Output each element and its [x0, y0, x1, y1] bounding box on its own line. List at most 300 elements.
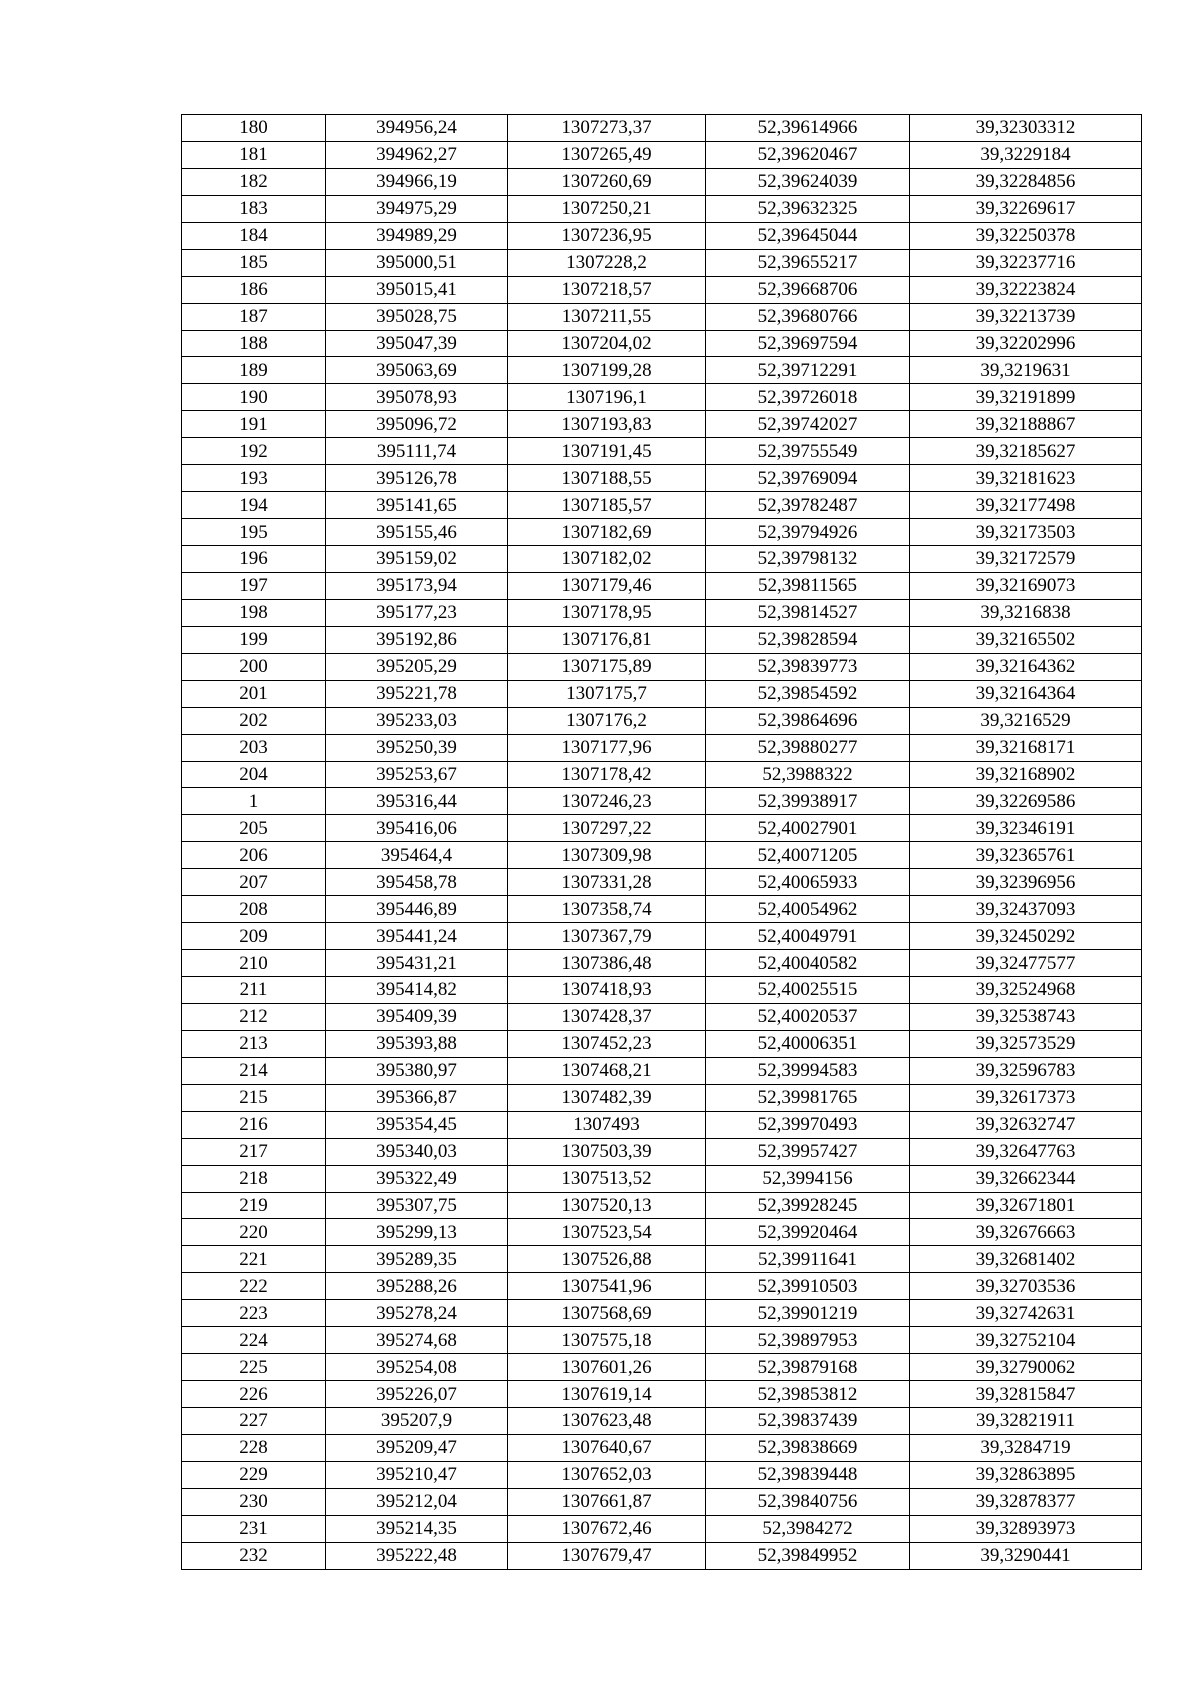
- latitude-cell: 52,39798132: [706, 546, 910, 573]
- y-coordinate-cell: 1307265,49: [508, 141, 706, 168]
- longitude-cell: 39,32284856: [910, 168, 1142, 195]
- y-coordinate-cell: 1307679,47: [508, 1542, 706, 1569]
- longitude-cell: 39,32821911: [910, 1408, 1142, 1435]
- y-coordinate-cell: 1307418,93: [508, 977, 706, 1004]
- latitude-cell: 52,39849952: [706, 1542, 910, 1569]
- longitude-cell: 39,32269586: [910, 788, 1142, 815]
- point-number-cell: 190: [182, 384, 326, 411]
- point-number-cell: 198: [182, 599, 326, 626]
- latitude-cell: 52,39811565: [706, 572, 910, 599]
- longitude-cell: 39,32681402: [910, 1246, 1142, 1273]
- latitude-cell: 52,40006351: [706, 1030, 910, 1057]
- y-coordinate-cell: 1307191,45: [508, 438, 706, 465]
- table-row: [182, 1354, 1142, 1381]
- x-coordinate-cell: 395159,02: [326, 546, 508, 573]
- x-coordinate-cell: 395141,65: [326, 492, 508, 519]
- latitude-cell: 52,40054962: [706, 896, 910, 923]
- latitude-cell: 52,40025515: [706, 977, 910, 1004]
- point-number-cell: 202: [182, 707, 326, 734]
- y-coordinate-cell: 1307652,03: [508, 1461, 706, 1488]
- point-number-cell: 215: [182, 1084, 326, 1111]
- table-row: [182, 546, 1142, 573]
- x-coordinate-cell: 395288,26: [326, 1273, 508, 1300]
- x-coordinate-cell: 395431,21: [326, 950, 508, 977]
- table-row: [182, 1461, 1142, 1488]
- y-coordinate-cell: 1307541,96: [508, 1273, 706, 1300]
- latitude-cell: 52,39838669: [706, 1434, 910, 1461]
- latitude-cell: 52,39994583: [706, 1057, 910, 1084]
- y-coordinate-cell: 1307520,13: [508, 1192, 706, 1219]
- x-coordinate-cell: 395340,03: [326, 1138, 508, 1165]
- latitude-cell: 52,40049791: [706, 923, 910, 950]
- latitude-cell: 52,39901219: [706, 1300, 910, 1327]
- latitude-cell: 52,40020537: [706, 1003, 910, 1030]
- longitude-cell: 39,32303312: [910, 115, 1142, 142]
- longitude-cell: 39,3290441: [910, 1542, 1142, 1569]
- point-number-cell: 203: [182, 734, 326, 761]
- longitude-cell: 39,32752104: [910, 1327, 1142, 1354]
- x-coordinate-cell: 395322,49: [326, 1165, 508, 1192]
- latitude-cell: 52,39853812: [706, 1381, 910, 1408]
- y-coordinate-cell: 1307568,69: [508, 1300, 706, 1327]
- longitude-cell: 39,32524968: [910, 977, 1142, 1004]
- x-coordinate-cell: 395063,69: [326, 357, 508, 384]
- table-row: [182, 222, 1142, 249]
- longitude-cell: 39,32676663: [910, 1219, 1142, 1246]
- x-coordinate-cell: 395078,93: [326, 384, 508, 411]
- table-row: [182, 815, 1142, 842]
- longitude-cell: 39,32173503: [910, 519, 1142, 546]
- longitude-cell: 39,32573529: [910, 1030, 1142, 1057]
- table-row: [182, 1219, 1142, 1246]
- x-coordinate-cell: 395205,29: [326, 653, 508, 680]
- y-coordinate-cell: 1307193,83: [508, 411, 706, 438]
- latitude-cell: 52,3988322: [706, 761, 910, 788]
- table-row: [182, 1515, 1142, 1542]
- point-number-cell: 194: [182, 492, 326, 519]
- point-number-cell: 218: [182, 1165, 326, 1192]
- longitude-cell: 39,32202996: [910, 330, 1142, 357]
- longitude-cell: 39,32213739: [910, 303, 1142, 330]
- y-coordinate-cell: 1307176,2: [508, 707, 706, 734]
- point-number-cell: 213: [182, 1030, 326, 1057]
- y-coordinate-cell: 1307179,46: [508, 572, 706, 599]
- x-coordinate-cell: 395380,97: [326, 1057, 508, 1084]
- latitude-cell: 52,39928245: [706, 1192, 910, 1219]
- point-number-cell: 183: [182, 195, 326, 222]
- y-coordinate-cell: 1307196,1: [508, 384, 706, 411]
- point-number-cell: 210: [182, 950, 326, 977]
- latitude-cell: 52,3984272: [706, 1515, 910, 1542]
- x-coordinate-cell: 395015,41: [326, 276, 508, 303]
- table-row: [182, 1003, 1142, 1030]
- longitude-cell: 39,32365761: [910, 842, 1142, 869]
- table-row: [182, 1273, 1142, 1300]
- latitude-cell: 52,39645044: [706, 222, 910, 249]
- y-coordinate-cell: 1307185,57: [508, 492, 706, 519]
- y-coordinate-cell: 1307523,54: [508, 1219, 706, 1246]
- table-row: [182, 842, 1142, 869]
- table-row: [182, 977, 1142, 1004]
- table-row: [182, 141, 1142, 168]
- y-coordinate-cell: 1307228,2: [508, 249, 706, 276]
- point-number-cell: 225: [182, 1354, 326, 1381]
- latitude-cell: 52,39864696: [706, 707, 910, 734]
- table-row: [182, 1192, 1142, 1219]
- y-coordinate-cell: 1307640,67: [508, 1434, 706, 1461]
- x-coordinate-cell: 395278,24: [326, 1300, 508, 1327]
- latitude-cell: 52,39755549: [706, 438, 910, 465]
- x-coordinate-cell: 395393,88: [326, 1030, 508, 1057]
- longitude-cell: 39,32164362: [910, 653, 1142, 680]
- table-row: [182, 1030, 1142, 1057]
- x-coordinate-cell: 395414,82: [326, 977, 508, 1004]
- point-number-cell: 192: [182, 438, 326, 465]
- longitude-cell: 39,32168902: [910, 761, 1142, 788]
- x-coordinate-cell: 395212,04: [326, 1488, 508, 1515]
- x-coordinate-cell: 395366,87: [326, 1084, 508, 1111]
- x-coordinate-cell: 395254,08: [326, 1354, 508, 1381]
- point-number-cell: 205: [182, 815, 326, 842]
- y-coordinate-cell: 1307619,14: [508, 1381, 706, 1408]
- latitude-cell: 52,39712291: [706, 357, 910, 384]
- x-coordinate-cell: 394975,29: [326, 195, 508, 222]
- longitude-cell: 39,32632747: [910, 1111, 1142, 1138]
- longitude-cell: 39,32863895: [910, 1461, 1142, 1488]
- x-coordinate-cell: 394989,29: [326, 222, 508, 249]
- latitude-cell: 52,39854592: [706, 680, 910, 707]
- latitude-cell: 52,39880277: [706, 734, 910, 761]
- point-number-cell: 197: [182, 572, 326, 599]
- y-coordinate-cell: 1307188,55: [508, 465, 706, 492]
- x-coordinate-cell: 395274,68: [326, 1327, 508, 1354]
- x-coordinate-cell: 395299,13: [326, 1219, 508, 1246]
- longitude-cell: 39,32815847: [910, 1381, 1142, 1408]
- latitude-cell: 52,39897953: [706, 1327, 910, 1354]
- y-coordinate-cell: 1307297,22: [508, 815, 706, 842]
- longitude-cell: 39,32346191: [910, 815, 1142, 842]
- longitude-cell: 39,32185627: [910, 438, 1142, 465]
- longitude-cell: 39,32662344: [910, 1165, 1142, 1192]
- table-row: [182, 1488, 1142, 1515]
- latitude-cell: 52,40071205: [706, 842, 910, 869]
- table-row: [182, 1165, 1142, 1192]
- table-row: [182, 707, 1142, 734]
- x-coordinate-cell: 395192,86: [326, 626, 508, 653]
- latitude-cell: 52,39794926: [706, 519, 910, 546]
- x-coordinate-cell: 395177,23: [326, 599, 508, 626]
- latitude-cell: 52,40040582: [706, 950, 910, 977]
- longitude-cell: 39,32181623: [910, 465, 1142, 492]
- x-coordinate-cell: 395233,03: [326, 707, 508, 734]
- y-coordinate-cell: 1307175,89: [508, 653, 706, 680]
- table-row: [182, 680, 1142, 707]
- point-number-cell: 186: [182, 276, 326, 303]
- table-row: [182, 1057, 1142, 1084]
- x-coordinate-cell: 395464,4: [326, 842, 508, 869]
- longitude-cell: 39,3216838: [910, 599, 1142, 626]
- table-row: [182, 1300, 1142, 1327]
- latitude-cell: 52,39828594: [706, 626, 910, 653]
- table-row: [182, 168, 1142, 195]
- x-coordinate-cell: 395214,35: [326, 1515, 508, 1542]
- longitude-cell: 39,32878377: [910, 1488, 1142, 1515]
- table-row: [182, 249, 1142, 276]
- point-number-cell: 184: [182, 222, 326, 249]
- table-row: [182, 896, 1142, 923]
- table-row: [182, 1138, 1142, 1165]
- longitude-cell: 39,32191899: [910, 384, 1142, 411]
- longitude-cell: 39,32172579: [910, 546, 1142, 573]
- latitude-cell: 52,39782487: [706, 492, 910, 519]
- y-coordinate-cell: 1307246,23: [508, 788, 706, 815]
- x-coordinate-cell: 395155,46: [326, 519, 508, 546]
- table-row: [182, 492, 1142, 519]
- point-number-cell: 195: [182, 519, 326, 546]
- latitude-cell: 52,39614966: [706, 115, 910, 142]
- y-coordinate-cell: 1307386,48: [508, 950, 706, 977]
- latitude-cell: 52,39839773: [706, 653, 910, 680]
- x-coordinate-cell: 395307,75: [326, 1192, 508, 1219]
- table-row: [182, 761, 1142, 788]
- y-coordinate-cell: 1307199,28: [508, 357, 706, 384]
- y-coordinate-cell: 1307331,28: [508, 869, 706, 896]
- x-coordinate-cell: 395289,35: [326, 1246, 508, 1273]
- table-row: [182, 195, 1142, 222]
- latitude-cell: 52,39920464: [706, 1219, 910, 1246]
- latitude-cell: 52,39970493: [706, 1111, 910, 1138]
- y-coordinate-cell: 1307309,98: [508, 842, 706, 869]
- point-number-cell: 232: [182, 1542, 326, 1569]
- table-row: [182, 923, 1142, 950]
- latitude-cell: 52,39839448: [706, 1461, 910, 1488]
- latitude-cell: 52,39840756: [706, 1488, 910, 1515]
- latitude-cell: 52,3994156: [706, 1165, 910, 1192]
- longitude-cell: 39,3284719: [910, 1434, 1142, 1461]
- x-coordinate-cell: 395000,51: [326, 249, 508, 276]
- table-row: [182, 734, 1142, 761]
- x-coordinate-cell: 395441,24: [326, 923, 508, 950]
- table-row: [182, 1111, 1142, 1138]
- y-coordinate-cell: 1307260,69: [508, 168, 706, 195]
- x-coordinate-cell: 395250,39: [326, 734, 508, 761]
- table-row: [182, 1084, 1142, 1111]
- coordinates-table: [181, 114, 1142, 1570]
- x-coordinate-cell: 395446,89: [326, 896, 508, 923]
- latitude-cell: 52,39769094: [706, 465, 910, 492]
- latitude-cell: 52,40065933: [706, 869, 910, 896]
- point-number-cell: 217: [182, 1138, 326, 1165]
- longitude-cell: 39,32223824: [910, 276, 1142, 303]
- longitude-cell: 39,32177498: [910, 492, 1142, 519]
- longitude-cell: 39,32647763: [910, 1138, 1142, 1165]
- latitude-cell: 52,39680766: [706, 303, 910, 330]
- point-number-cell: 207: [182, 869, 326, 896]
- x-coordinate-cell: 394962,27: [326, 141, 508, 168]
- y-coordinate-cell: 1307182,02: [508, 546, 706, 573]
- x-coordinate-cell: 395047,39: [326, 330, 508, 357]
- table-row: [182, 1542, 1142, 1569]
- longitude-cell: 39,32671801: [910, 1192, 1142, 1219]
- x-coordinate-cell: 395221,78: [326, 680, 508, 707]
- y-coordinate-cell: 1307182,69: [508, 519, 706, 546]
- table-row: [182, 1434, 1142, 1461]
- point-number-cell: 229: [182, 1461, 326, 1488]
- table-row: [182, 788, 1142, 815]
- table-row: [182, 869, 1142, 896]
- point-number-cell: 224: [182, 1327, 326, 1354]
- x-coordinate-cell: 395173,94: [326, 572, 508, 599]
- table-row: [182, 330, 1142, 357]
- longitude-cell: 39,3229184: [910, 141, 1142, 168]
- y-coordinate-cell: 1307367,79: [508, 923, 706, 950]
- y-coordinate-cell: 1307468,21: [508, 1057, 706, 1084]
- x-coordinate-cell: 395207,9: [326, 1408, 508, 1435]
- longitude-cell: 39,32237716: [910, 249, 1142, 276]
- table-row: [182, 276, 1142, 303]
- y-coordinate-cell: 1307177,96: [508, 734, 706, 761]
- point-number-cell: 223: [182, 1300, 326, 1327]
- point-number-cell: 221: [182, 1246, 326, 1273]
- y-coordinate-cell: 1307672,46: [508, 1515, 706, 1542]
- latitude-cell: 52,39911641: [706, 1246, 910, 1273]
- table-row: [182, 599, 1142, 626]
- latitude-cell: 52,39632325: [706, 195, 910, 222]
- y-coordinate-cell: 1307452,23: [508, 1030, 706, 1057]
- table-row: [182, 303, 1142, 330]
- point-number-cell: 182: [182, 168, 326, 195]
- x-coordinate-cell: 395354,45: [326, 1111, 508, 1138]
- y-coordinate-cell: 1307236,95: [508, 222, 706, 249]
- y-coordinate-cell: 1307176,81: [508, 626, 706, 653]
- point-number-cell: 230: [182, 1488, 326, 1515]
- table-row: [182, 626, 1142, 653]
- longitude-cell: 39,3219631: [910, 357, 1142, 384]
- point-number-cell: 219: [182, 1192, 326, 1219]
- latitude-cell: 52,39624039: [706, 168, 910, 195]
- longitude-cell: 39,32538743: [910, 1003, 1142, 1030]
- point-number-cell: 204: [182, 761, 326, 788]
- latitude-cell: 52,39814527: [706, 599, 910, 626]
- point-number-cell: 231: [182, 1515, 326, 1542]
- y-coordinate-cell: 1307273,37: [508, 115, 706, 142]
- x-coordinate-cell: 395210,47: [326, 1461, 508, 1488]
- table-row: [182, 384, 1142, 411]
- coordinates-table-body: [182, 115, 1142, 1570]
- y-coordinate-cell: 1307513,52: [508, 1165, 706, 1192]
- longitude-cell: 39,32617373: [910, 1084, 1142, 1111]
- point-number-cell: 200: [182, 653, 326, 680]
- y-coordinate-cell: 1307601,26: [508, 1354, 706, 1381]
- latitude-cell: 52,39668706: [706, 276, 910, 303]
- longitude-cell: 39,32790062: [910, 1354, 1142, 1381]
- longitude-cell: 39,32396956: [910, 869, 1142, 896]
- latitude-cell: 52,39938917: [706, 788, 910, 815]
- point-number-cell: 227: [182, 1408, 326, 1435]
- y-coordinate-cell: 1307211,55: [508, 303, 706, 330]
- y-coordinate-cell: 1307178,42: [508, 761, 706, 788]
- point-number-cell: 196: [182, 546, 326, 573]
- latitude-cell: 52,39981765: [706, 1084, 910, 1111]
- table-row: [182, 115, 1142, 142]
- point-number-cell: 226: [182, 1381, 326, 1408]
- x-coordinate-cell: 395096,72: [326, 411, 508, 438]
- x-coordinate-cell: 395126,78: [326, 465, 508, 492]
- table-row: [182, 357, 1142, 384]
- longitude-cell: 39,32250378: [910, 222, 1142, 249]
- longitude-cell: 39,32703536: [910, 1273, 1142, 1300]
- point-number-cell: 181: [182, 141, 326, 168]
- longitude-cell: 39,32169073: [910, 572, 1142, 599]
- point-number-cell: 180: [182, 115, 326, 142]
- longitude-cell: 39,32437093: [910, 896, 1142, 923]
- x-coordinate-cell: 394966,19: [326, 168, 508, 195]
- x-coordinate-cell: 394956,24: [326, 115, 508, 142]
- longitude-cell: 39,32742631: [910, 1300, 1142, 1327]
- x-coordinate-cell: 395226,07: [326, 1381, 508, 1408]
- latitude-cell: 52,39726018: [706, 384, 910, 411]
- y-coordinate-cell: 1307503,39: [508, 1138, 706, 1165]
- point-number-cell: 187: [182, 303, 326, 330]
- latitude-cell: 52,39957427: [706, 1138, 910, 1165]
- x-coordinate-cell: 395111,74: [326, 438, 508, 465]
- longitude-cell: 39,32477577: [910, 950, 1142, 977]
- table-row: [182, 411, 1142, 438]
- point-number-cell: 1: [182, 788, 326, 815]
- y-coordinate-cell: 1307250,21: [508, 195, 706, 222]
- point-number-cell: 201: [182, 680, 326, 707]
- longitude-cell: 39,3216529: [910, 707, 1142, 734]
- y-coordinate-cell: 1307204,02: [508, 330, 706, 357]
- point-number-cell: 222: [182, 1273, 326, 1300]
- table-row: [182, 519, 1142, 546]
- x-coordinate-cell: 395458,78: [326, 869, 508, 896]
- point-number-cell: 209: [182, 923, 326, 950]
- longitude-cell: 39,32269617: [910, 195, 1142, 222]
- y-coordinate-cell: 1307218,57: [508, 276, 706, 303]
- table-row: [182, 465, 1142, 492]
- point-number-cell: 212: [182, 1003, 326, 1030]
- x-coordinate-cell: 395316,44: [326, 788, 508, 815]
- latitude-cell: 52,39620467: [706, 141, 910, 168]
- y-coordinate-cell: 1307493: [508, 1111, 706, 1138]
- x-coordinate-cell: 395253,67: [326, 761, 508, 788]
- table-row: [182, 1408, 1142, 1435]
- table-row: [182, 653, 1142, 680]
- table-row: [182, 572, 1142, 599]
- point-number-cell: 228: [182, 1434, 326, 1461]
- point-number-cell: 185: [182, 249, 326, 276]
- point-number-cell: 211: [182, 977, 326, 1004]
- latitude-cell: 52,39655217: [706, 249, 910, 276]
- longitude-cell: 39,32596783: [910, 1057, 1142, 1084]
- x-coordinate-cell: 395409,39: [326, 1003, 508, 1030]
- point-number-cell: 214: [182, 1057, 326, 1084]
- x-coordinate-cell: 395222,48: [326, 1542, 508, 1569]
- point-number-cell: 220: [182, 1219, 326, 1246]
- y-coordinate-cell: 1307175,7: [508, 680, 706, 707]
- longitude-cell: 39,32164364: [910, 680, 1142, 707]
- latitude-cell: 52,39697594: [706, 330, 910, 357]
- longitude-cell: 39,32893973: [910, 1515, 1142, 1542]
- longitude-cell: 39,32165502: [910, 626, 1142, 653]
- y-coordinate-cell: 1307358,74: [508, 896, 706, 923]
- point-number-cell: 191: [182, 411, 326, 438]
- y-coordinate-cell: 1307178,95: [508, 599, 706, 626]
- y-coordinate-cell: 1307623,48: [508, 1408, 706, 1435]
- point-number-cell: 206: [182, 842, 326, 869]
- table-row: [182, 1246, 1142, 1273]
